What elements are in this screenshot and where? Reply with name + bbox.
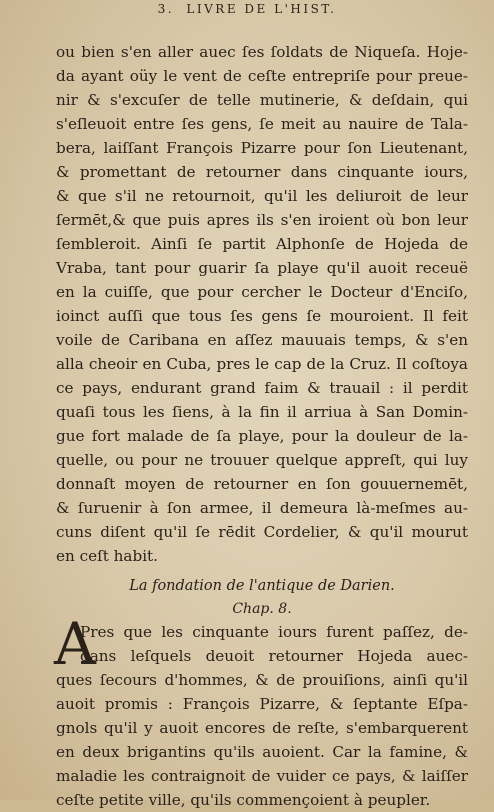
paragraph-1 [56,40,468,568]
text-line: & promettant de retourner dans cinquante iours, [56,163,468,181]
paragraph-2 [54,610,468,812]
text-line: ioinct auſſi que tous ſes gens ſe mouroient. Il feit [56,307,468,325]
text-line: donnaſt moyen de retourner en ſon gouuernemēt, [56,475,468,493]
text-line: auoit promis : François Pizarre, & ſeptante Eſpa- [56,695,468,713]
chapter-number [56,598,468,620]
text-line: ou bien s'en aller auec ſes ſoldats de Niqueſa. Hoje- [56,43,468,61]
text-line: ceſte petite ville, qu'ils commençoient à peupler. [56,791,431,809]
text-line: cuns diſent qu'il ſe rēdit Cordelier, & qu'il mourut [56,523,468,541]
text-line: ce pays, endurant grand faim & trauail : il perdit [56,379,468,397]
text-line: quelle, ou pour ne trouuer quelque appreſt, qui luy [56,451,468,469]
chapter-title: La fondation de l'antique de Darien. [129,578,395,594]
folio-number: 3. [157,2,175,16]
text-line: & ſuruenir à ſon armee, il demeura là-meſmes au- [56,499,468,517]
text-line: Vraba, tant pour guarir ſa playe qu'il auoit receuë [56,259,468,277]
page-body [56,40,468,812]
text-line: nir & s'excuſer de telle mutinerie, & deſdain, qui [56,91,468,109]
text-line: maladie les contraignoit de vuider ce pays, & laiſſer [56,767,468,785]
running-header [0,2,494,16]
drop-cap: A [54,610,96,678]
text-line: en ceſt habit. [56,547,158,565]
text-line: en la cuiſſe, que pour cercher le Docteur d'Enciſo, [56,283,468,301]
text-line: ſermēt,& que puis apres ils s'en iroient où bon leur [56,211,468,229]
text-line: ſembleroit. Ainſi ſe partit Alphonſe de Hojeda de [56,235,468,253]
text-line: quaſi tous les ſiens, à la fin il arriua à San Domin- [56,403,468,421]
text-line: gnols qu'il y auoit encores de reſte, s'embarquerent [56,719,468,737]
text-line: s'eſleuoit entre ſes gens, ſe meit au nauire de Tala- [56,115,468,133]
running-title: LIVRE DE L'HIST. [186,2,337,16]
text-line: voile de Caribana en aſſez mauuais temps, & s'en [56,331,468,349]
text-line: ques ſecours d'hommes, & de prouiſions, ainſi qu'il [56,671,468,689]
text-line: Pres que les cinquante iours furent paſſez, de- [80,623,468,641]
text-line: bera, laiſſant François Pizarre pour ſon Lieutenant, [56,139,468,157]
chapter-number-label: Chap. [232,601,274,617]
text-line: gue fort malade de ſa playe, pour la douleur de la- [56,427,468,445]
chapter-number-value: 8. [278,601,292,617]
text-line: en deux brigantins qu'ils auoient. Car la famine, & [56,743,468,761]
text-line: & que s'il ne retournoit, qu'il les deliuroit de leur [56,187,468,205]
text-line: dans leſquels deuoit retourner Hojeda auec- [80,647,468,665]
text-line: alla cheoir en Cuba, pres le cap de la Cruz. Il coſtoya [56,355,468,373]
text-line: da ayant oüy le vent de ceſte entrepriſe pour preue- [56,67,468,85]
